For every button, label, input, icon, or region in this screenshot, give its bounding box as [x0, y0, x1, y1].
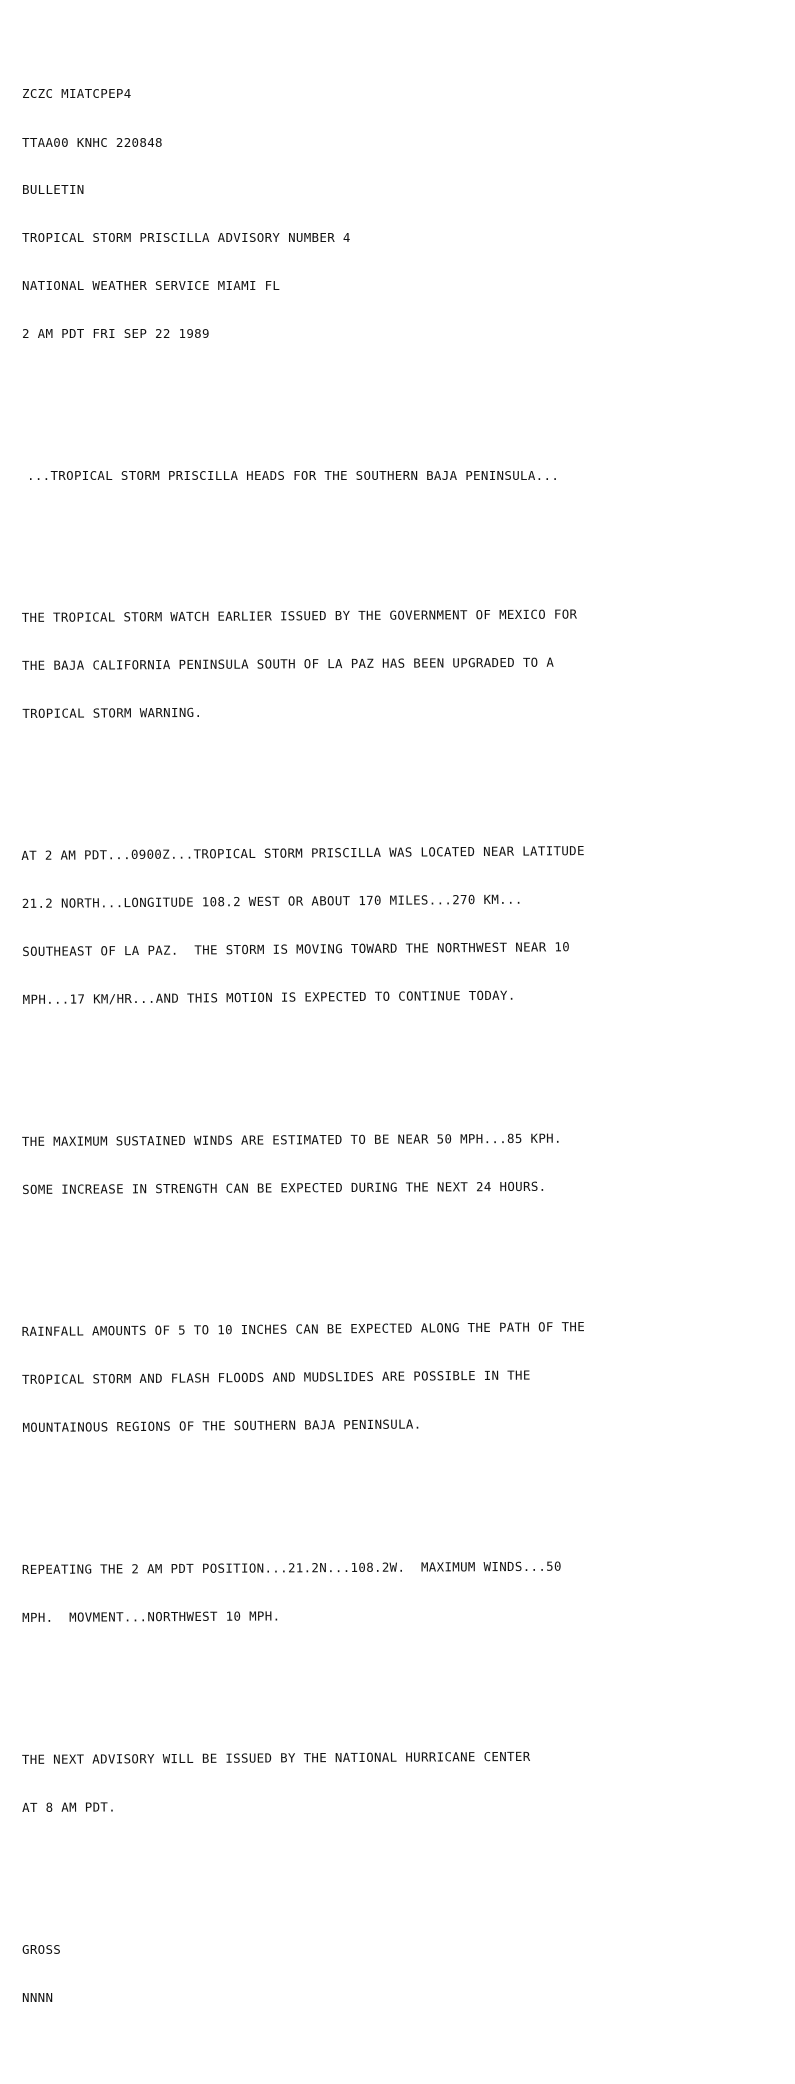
paragraph-line: MOUNTAINOUS REGIONS OF THE SOUTHERN BAJA PENINSULA.: [22, 1416, 422, 1435]
paragraph-winds: [22, 1097, 783, 1230]
end-of-message: NNNN: [22, 1990, 54, 2005]
paragraph-line: TROPICAL STORM WARNING.: [22, 704, 203, 721]
paragraph-line: SOME INCREASE IN STRENGTH CAN BE EXPECTED DURING THE NEXT 24 HOURS.: [22, 1178, 547, 1197]
signature-block: [22, 1910, 782, 2038]
paragraph-line: MPH...17 KM/HR...AND THIS MOTION IS EXPECTED TO CONTINUE TODAY.: [22, 987, 516, 1007]
header-line-2: TTAA00 KNHC 220848: [22, 135, 163, 150]
forecaster-name: GROSS: [22, 1942, 62, 1957]
paragraph-rainfall: [21, 1285, 783, 1468]
header-line-4: TROPICAL STORM PRISCILLA ADVISORY NUMBER 4: [22, 230, 351, 245]
header-line-1: ZCZC MIATCPEP4: [22, 86, 132, 101]
paragraph-line: THE MAXIMUM SUSTAINED WINDS ARE ESTIMATED TO BE NEAR 50 MPH...85 KPH.: [21, 1130, 562, 1150]
paragraph-line: THE NEXT ADVISORY WILL BE ISSUED BY THE NATIONAL HURRICANE CENTER: [21, 1748, 531, 1768]
paragraph-line: THE BAJA CALIFORNIA PENINSULA SOUTH OF LA PAZ HAS BEEN UPGRADED TO A: [21, 654, 555, 673]
paragraph-line: THE TROPICAL STORM WATCH EARLIER ISSUED BY THE GOVERNMENT OF MEXICO FOR: [21, 606, 578, 626]
paragraph-line: MPH. MOVMENT...NORTHWEST 10 MPH.: [22, 1608, 281, 1625]
bulletin-header: [22, 54, 782, 374]
paragraph-location: [21, 809, 783, 1040]
header-line-3: BULLETIN: [22, 182, 85, 197]
paragraph-repeating: [22, 1525, 783, 1658]
paragraph-line: RAINFALL AMOUNTS OF 5 TO 10 INCHES CAN BE EXPECTED ALONG THE PATH OF THE: [21, 1319, 586, 1340]
headline-text: ...TROPICAL STORM PRISCILLA HEADS FOR THE SOUTHERN BAJA PENINSULA...: [27, 468, 560, 483]
header-line-6: 2 AM PDT FRI SEP 22 1989: [22, 326, 210, 341]
paragraph-line: AT 2 AM PDT...0900Z...TROPICAL STORM PRISCILLA WAS LOCATED NEAR LATITUDE: [21, 843, 585, 864]
paragraph-line: SOUTHEAST OF LA PAZ. THE STORM IS MOVING TOWARD THE NORTHWEST NEAR 10: [22, 939, 571, 959]
paragraph-next-advisory: [22, 1715, 783, 1848]
headline: [22, 436, 782, 516]
paragraph-line: AT 8 AM PDT.: [22, 1799, 117, 1815]
paragraph-warning: [21, 573, 782, 754]
paragraph-line: REPEATING THE 2 AM PDT POSITION...21.2N...108.2W. MAXIMUM WINDS...50: [21, 1558, 562, 1578]
paragraph-line: TROPICAL STORM AND FLASH FLOODS AND MUDSLIDES ARE POSSIBLE IN THE: [21, 1367, 531, 1387]
header-line-5: NATIONAL WEATHER SERVICE MIAMI FL: [22, 278, 281, 293]
advisory-document: [22, 6, 782, 2084]
paragraph-line: 21.2 NORTH...LONGITUDE 108.2 WEST OR ABOUT 170 MILES...270 KM...: [21, 891, 523, 912]
